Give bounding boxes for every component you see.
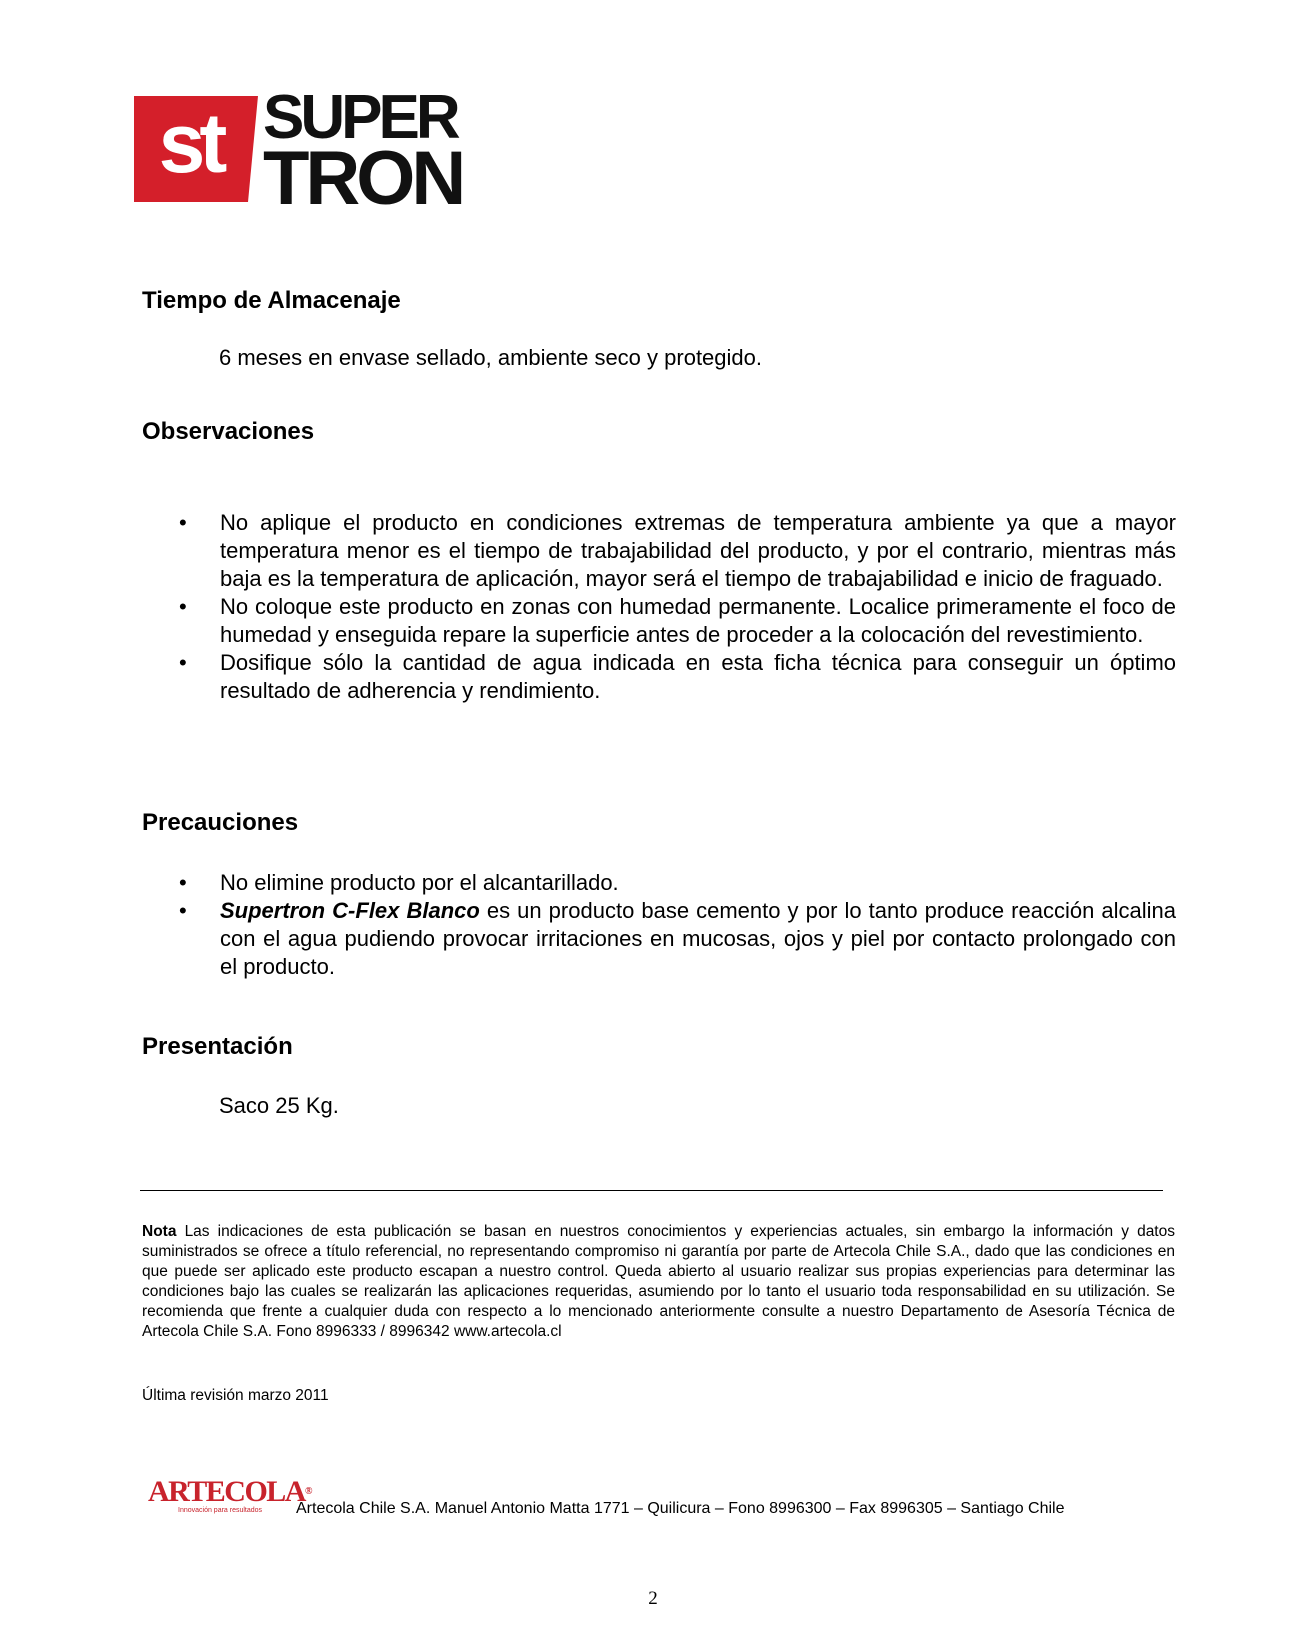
list-item	[142, 649, 1176, 705]
bullet-icon: •	[179, 594, 187, 619]
registered-icon: ®	[304, 1486, 311, 1497]
almacenaje-text: 6 meses en envase sellado, ambiente seco y protegido.	[219, 345, 762, 370]
observacion-text: Dosifique sólo la cantidad de agua indicada en esta ficha técnica para conseguir un óptimo resultado de adherencia y rendimiento.	[220, 650, 1176, 703]
artecola-wordmark	[148, 1475, 311, 1508]
st-logo-mark	[134, 96, 258, 202]
logo-mark-text: st	[158, 96, 222, 190]
heading-precauciones: Precauciones	[142, 809, 299, 836]
bullet-icon: •	[179, 510, 187, 535]
heading-almacenaje: Tiempo de Almacenaje	[142, 287, 401, 314]
list-item	[142, 869, 1176, 897]
note-label: Nota	[142, 1223, 177, 1240]
heading-presentacion: Presentación	[142, 1033, 293, 1060]
logo-wordmark	[263, 83, 463, 221]
list-item	[142, 509, 1176, 593]
logo-word-tron: TRON	[263, 136, 463, 221]
observacion-text: No coloque este producto en zonas con humedad permanente. Localice primeramente el foco de humedad y enseguida repare la superficie antes de proceder a la colocación del revestimiento.	[220, 594, 1176, 647]
note-text: Las indicaciones de esta publicación se basan en nuestros conocimientos y experiencias actuales, sin embargo la información y datos suministrados se ofrece a título referencial, no representando compromiso ni garantía por parte de Artecola Chile S.A., dado que las condiciones en que puede ser aplicado este producto escapan a nuestro control. Queda abierto al usuario realizar sus propias experiencias para determinar las condiciones bajo las cuales se realizarán las aplicaciones requeridas, asumiendo por lo tanto el usuario toda responsabilidad en su utilización. Se recomienda que frente a cualquier duda con respecto a lo mencionado anteriormente consulte a nuestro Departamento de Asesoría Técnica de Artecola Chile S.A. Fono 8996333 / 8996342 www.artecola.cl	[142, 1223, 1175, 1340]
product-name: Supertron C-Flex Blanco	[220, 898, 480, 923]
observaciones-list	[142, 509, 1176, 705]
bullet-icon: •	[179, 650, 187, 675]
logo-word-super: SUPER	[263, 83, 457, 152]
supertron-logo	[134, 83, 470, 221]
bullet-icon: •	[179, 898, 187, 923]
precaucion-text: es un producto base cemento y por lo tanto produce reacción alcalina con el agua pudiendo provocar irritaciones en mucosas, ojos y piel por contacto prolongado con el producto.	[220, 898, 1176, 979]
bullet-icon: •	[179, 870, 187, 895]
artecola-tagline: Innovación para resultados	[178, 1507, 263, 1514]
divider	[140, 1190, 1163, 1191]
list-item	[142, 593, 1176, 649]
list-item	[142, 897, 1176, 981]
revision-date: Última revisión marzo 2011	[142, 1387, 329, 1404]
note	[142, 1222, 1175, 1342]
page-number: 2	[648, 1588, 658, 1609]
precaucion-text: No elimine producto por el alcantarillado.	[220, 870, 619, 895]
footer-address: Artecola Chile S.A. Manuel Antonio Matta 1771 – Quilicura – Fono 8996300 – Fax 8996305 – Santiago Chile	[296, 1500, 1065, 1517]
artecola-brand: ARTECOLA	[148, 1475, 305, 1508]
precauciones-list	[142, 869, 1176, 981]
heading-observaciones: Observaciones	[142, 418, 315, 445]
observacion-text: No aplique el producto en condiciones extremas de temperatura ambiente ya que a mayor temperatura menor es el tiempo de trabajabilidad del producto, y por el contrario, mientras más baja es la temperatura de aplicación, mayor será el tiempo de trabajabilidad e inicio de fraguado.	[220, 510, 1176, 591]
presentacion-text: Saco 25 Kg.	[219, 1093, 339, 1118]
artecola-logo	[148, 1475, 311, 1519]
